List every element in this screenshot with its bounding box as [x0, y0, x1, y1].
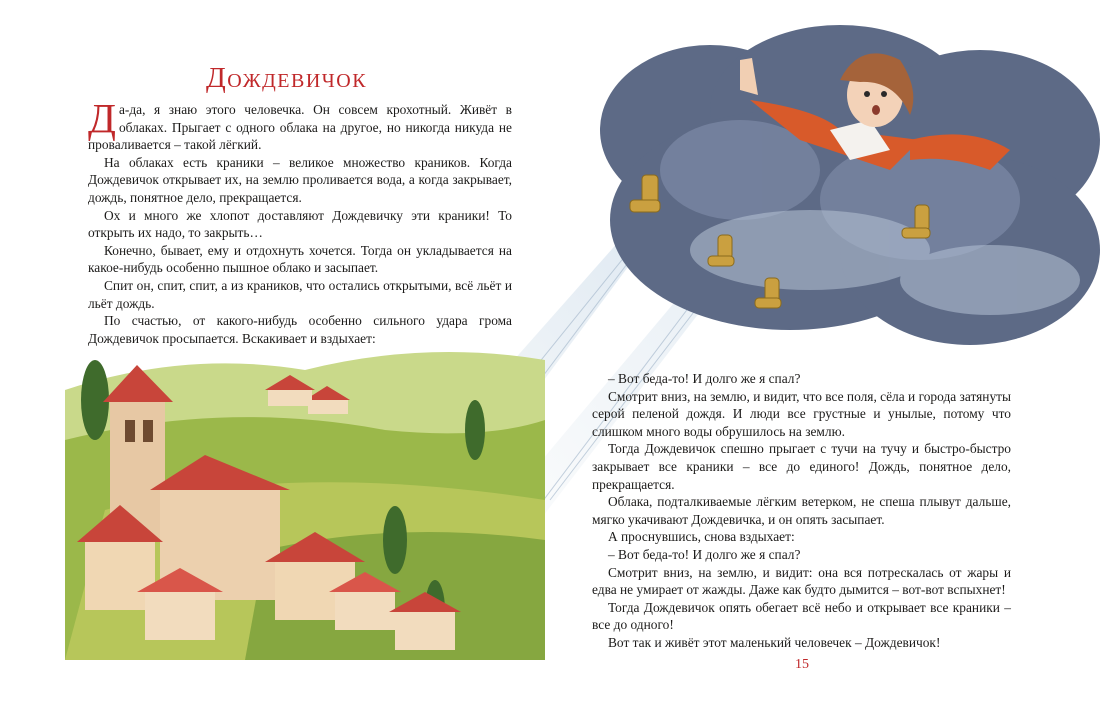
- paragraph: – Вот беда-то! И долго же я спал?: [608, 546, 801, 562]
- cloud-with-boy-illustration: [590, 20, 1100, 365]
- paragraph: Смотрит вниз, на землю, и видит: она вся потрескалась от жары и едва не умирает от жажды. Даже как будто дымится – вот-вот вспыхнет!: [592, 564, 1011, 598]
- page-number: 15: [795, 657, 809, 672]
- paragraph: Да-да, я знаю этого человечка. Он совсем крохотный. Живёт в облаках. Прыгает с одного облака на другое, но никогда никуда не проваливается – такой лёгкий.: [88, 95, 512, 153]
- paragraph: Спит он, спит, спит, а из краников, что остались открытыми, всё льёт и льёт дождь.: [88, 277, 512, 311]
- paragraph: На облаках есть краники – великое множество краников. Когда Дождевичок открывает их, на землю проливается вода, а когда закрывает, дождь, понятное дело, прекращается.: [88, 154, 512, 205]
- story-title: Дождевичок: [206, 62, 368, 94]
- paragraph: Вот так и живёт этот маленький человечек – Дождевичок!: [608, 634, 941, 650]
- paragraph: А проснувшись, снова вздыхает:: [608, 529, 795, 545]
- drop-cap: Д: [88, 95, 116, 141]
- village-illustration: [65, 310, 545, 660]
- paragraph: Облака, подталкиваемые лёгким ветерком, не спеша плывут дальше, мягко укачивают Дождевичка, и он опять засыпает.: [592, 494, 1011, 527]
- right-text-column: [592, 370, 1011, 652]
- paragraph: Конечно, бывает, ему и отдохнуть хочется. Тогда он укладывается на какое-нибудь особенно пышное облако и засыпает.: [88, 242, 512, 276]
- paragraph: – Вот беда-то! И долго же я спал?: [608, 371, 801, 386]
- paragraph: Ох и много же хлопот доставляют Дождевичку эти краники! То открыть их надо, то закрыть…: [88, 207, 512, 241]
- left-text-column: [88, 95, 512, 347]
- paragraph: Смотрит вниз, на землю, и видит, что все поля, сёла и города затянуты серой пеленой дождя. И люди все грустные и унылые, потому что слишком много воды обрушилось на землю.: [592, 388, 1011, 439]
- paragraph: По счастью, от какого-нибудь особенно сильного удара грома Дождевичок просыпается. Вскакивает и вздыхает:: [88, 313, 512, 346]
- paragraph: Тогда Дождевичок опять обегает всё небо и открывает все краники – все до одного!: [592, 599, 1011, 633]
- paragraph: Тогда Дождевичок спешно прыгает с тучи на тучу и быстро-быстро закрывает все краники – все до единого! Дождь, понятное дело, прекращается.: [592, 441, 1011, 492]
